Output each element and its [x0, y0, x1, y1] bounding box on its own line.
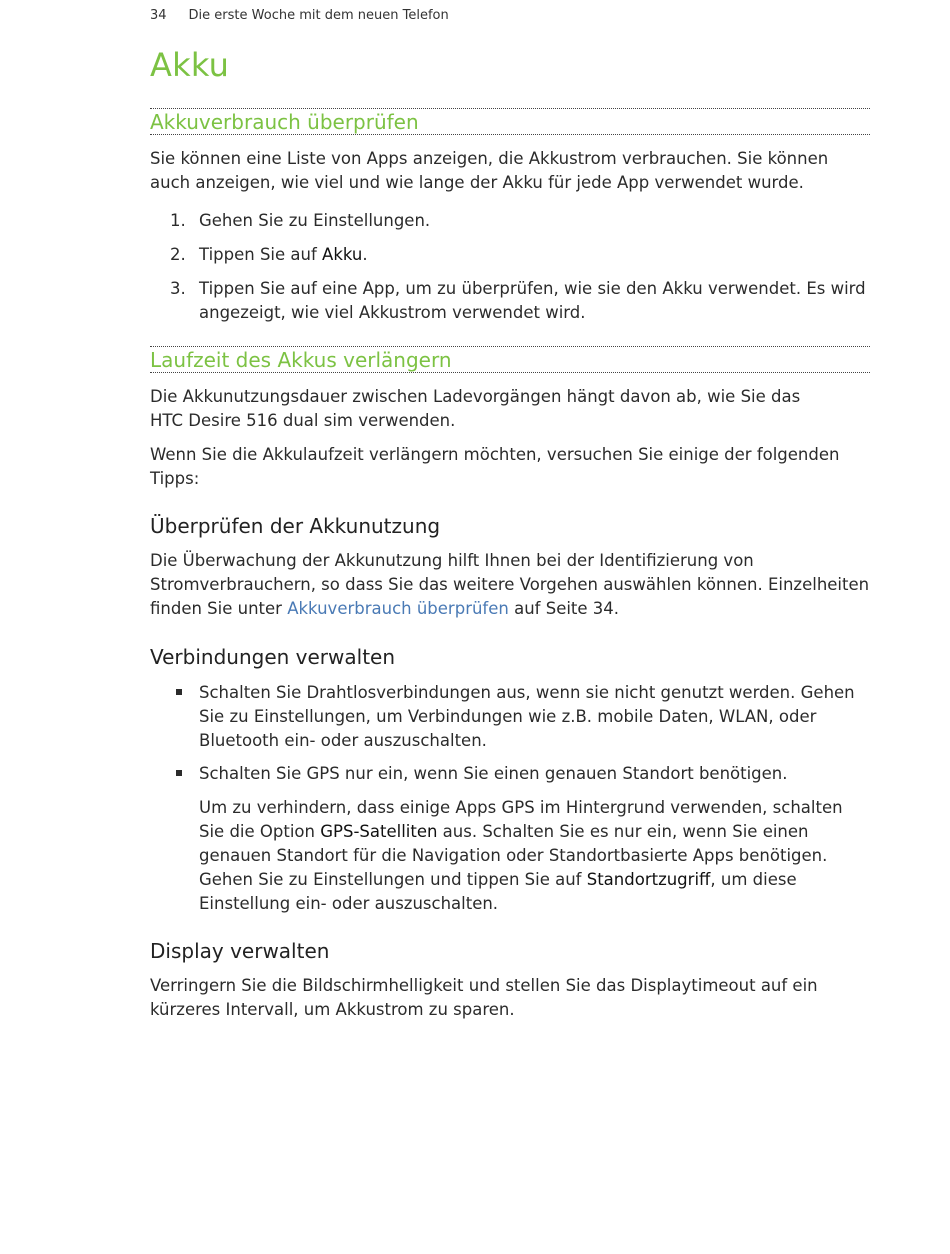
section2-para1: [150, 385, 870, 433]
bullet-item: Schalten Sie GPS nur ein, wenn Sie einen genauen Standort benötigen.: [199, 764, 788, 783]
section-heading-akkuverbrauch: [150, 108, 870, 135]
step-text: Gehen Sie zu Einstellungen.: [199, 211, 431, 230]
para-line: HTC Desire 516 dual sim verwenden.: [150, 411, 456, 430]
chapter-name: Die erste Woche mit dem neuen Telefon: [188, 8, 449, 23]
section-heading-laufzeit: [150, 346, 870, 373]
step-number: 1.: [170, 211, 186, 230]
section-heading-text: Akkuverbrauch überprüfen: [150, 110, 419, 134]
section-heading-text: Laufzeit des Akkus verlängern: [150, 348, 452, 372]
text-part: aus. Schalten Sie es nur ein, wenn Sie einen genauen Standort für die Navigation oder Standortbasierte Apps benötigen. Gehen Sie zu Einstellungen und tippen Sie auf: [199, 822, 828, 889]
bullet-detail: [199, 796, 871, 916]
step-text: Tippen Sie auf eine App, um zu überprüfen, wie sie den Akku verwendet. Es wird angezeigt, wie viel Akkustrom verwendet wird.: [199, 279, 866, 322]
step-bold-term: Akku: [322, 245, 363, 264]
subheading-display: Display verwalten: [150, 939, 330, 963]
step-text-part: Tippen Sie auf: [199, 245, 323, 264]
step-number: 3.: [170, 279, 186, 298]
text-part: auf Seite 34.: [508, 599, 620, 618]
page-number: 34: [150, 8, 167, 23]
running-header: [150, 8, 449, 23]
section1-intro: Sie können eine Liste von Apps anzeigen, die Akkustrom verbrauchen. Sie können auch anzeigen, wie viel und wie lange der Akku für jede App verwendet wurde.: [150, 149, 829, 192]
step-text: [199, 243, 871, 267]
text-part: Die Überwachung der Akkunutzung hilft Ihnen bei der Identifizierung von Stromverbrauchern, so dass Sie das weitere Vorgehen auswählen können. Einzelheiten finden Sie unter: [150, 551, 870, 618]
subheading-akkunutzung: Überprüfen der Akkunutzung: [150, 514, 441, 538]
option-name: Standortzugriff: [586, 870, 711, 889]
section2-para2: Wenn Sie die Akkulaufzeit verlängern möchten, versuchen Sie einige der folgenden Tipps:: [150, 445, 840, 488]
page-title: Akku: [150, 46, 230, 84]
option-name: GPS-Satelliten: [320, 822, 438, 841]
step-text-part: .: [362, 245, 368, 264]
subheading-verbindungen: Verbindungen verwalten: [150, 645, 396, 669]
text-part: , um diese Einstellung ein- oder auszuschalten.: [199, 870, 797, 913]
sub3-text: Verringern Sie die Bildschirmhelligkeit und stellen Sie das Displaytimeout auf ein kürzeres Intervall, um Akkustrom zu sparen.: [150, 976, 818, 1019]
sub1-text: [150, 549, 870, 621]
cross-reference-link[interactable]: Akkuverbrauch überprüfen: [287, 599, 509, 618]
step-number: 2.: [170, 245, 186, 264]
para-line: Die Akkunutzungsdauer zwischen Ladevorgängen hängt davon ab, wie Sie das: [150, 387, 801, 406]
bullet-item: Schalten Sie Drahtlosverbindungen aus, wenn sie nicht genutzt werden. Gehen Sie zu Einstellungen, um Verbindungen wie z.B. mobile Daten, WLAN, oder Bluetooth ein- oder auszuschalten.: [199, 683, 855, 750]
bullet-marker: [176, 689, 182, 695]
text-part: Um zu verhindern, dass einige Apps GPS im Hintergrund verwenden, schalten Sie die Option: [199, 798, 843, 841]
bullet-marker: [176, 770, 182, 776]
